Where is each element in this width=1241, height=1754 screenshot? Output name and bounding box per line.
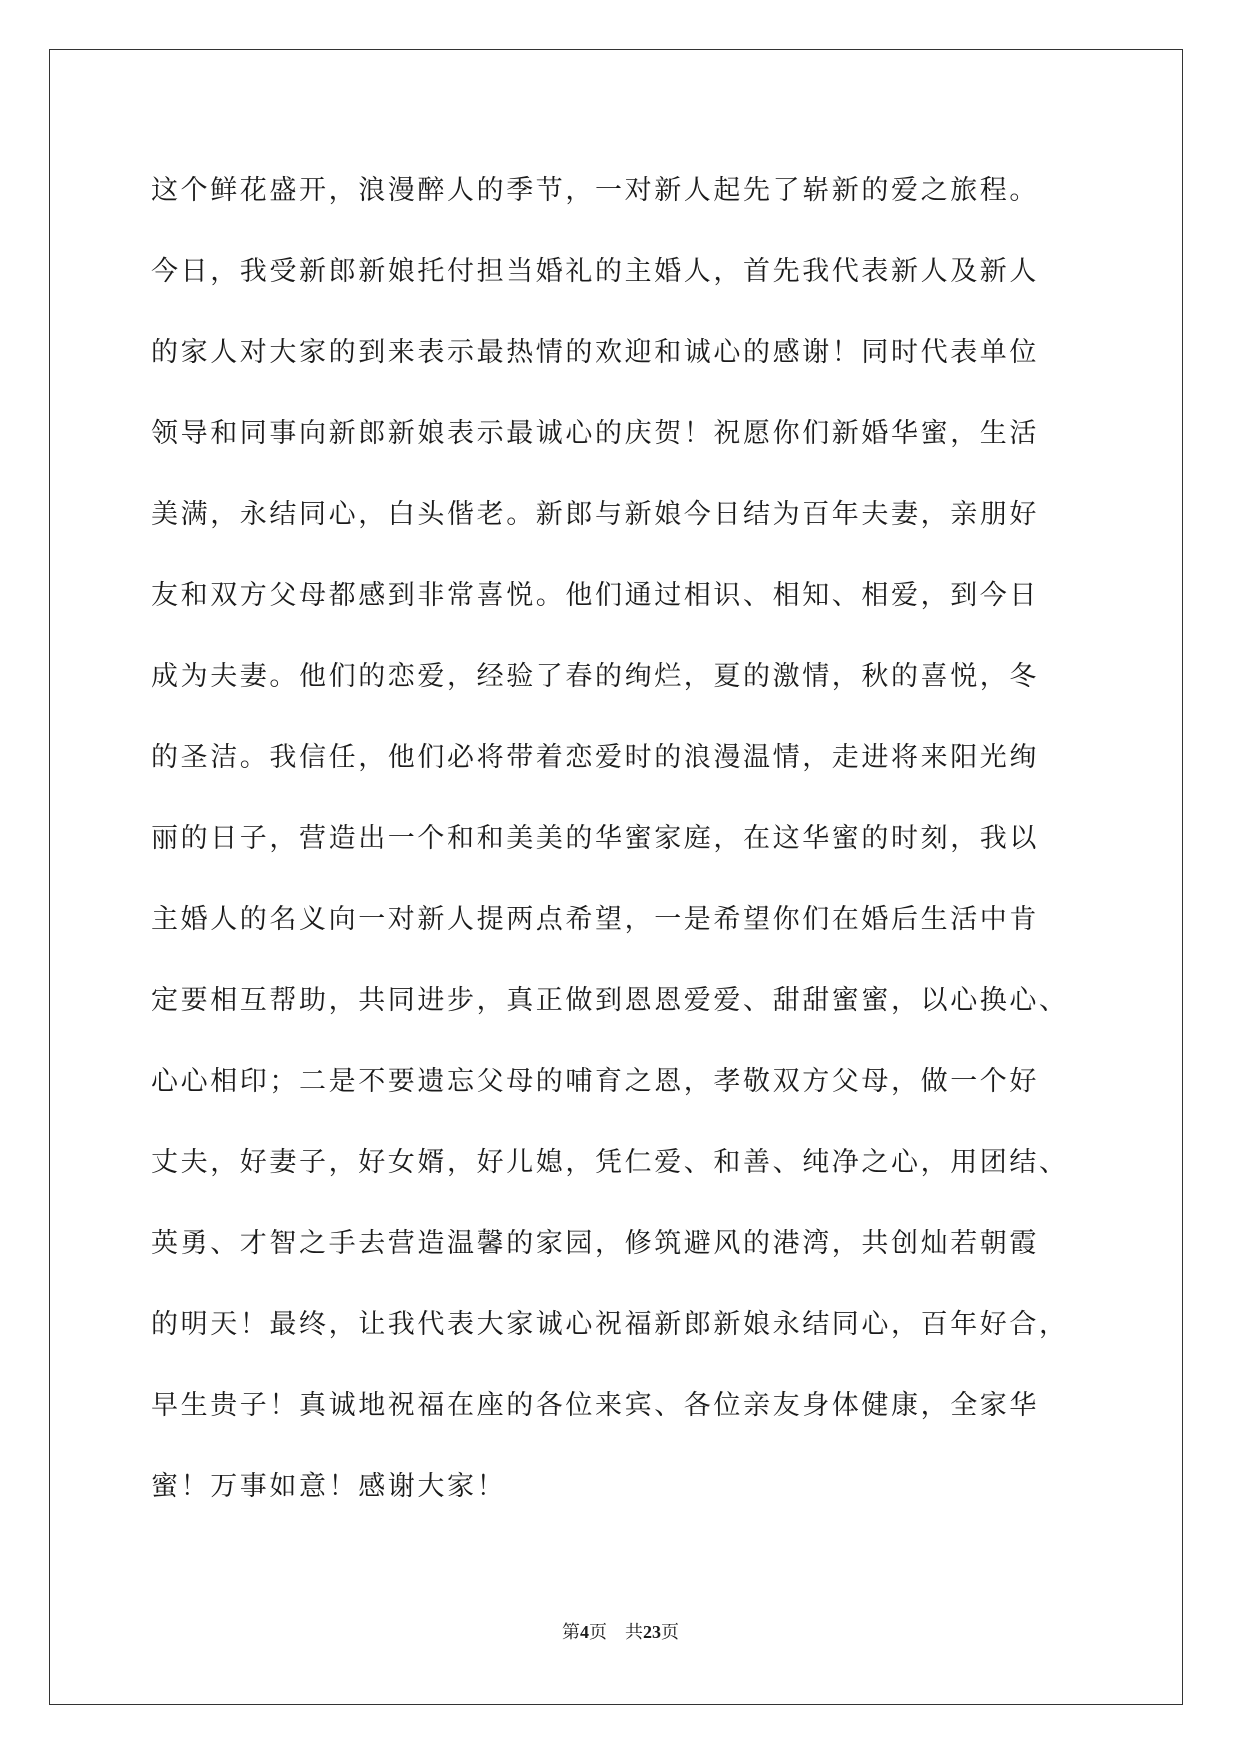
page-prefix: 第 <box>562 1622 580 1643</box>
text-line-12: 心心相印；二是不要遗忘父母的哺育之恩，孝敬双方父母，做一个好 <box>151 1066 1039 1097</box>
page-footer <box>0 1618 1241 1644</box>
text-line-17: 蜜！万事如意！感谢大家！ <box>151 1471 507 1502</box>
total-suffix: 页 <box>661 1622 679 1643</box>
text-line-6: 友和双方父母都感到非常喜悦。他们通过相识、相知、相爱，到今日 <box>151 580 1039 611</box>
text-line-8: 的圣洁。我信任，他们必将带着恋爱时的浪漫温情，走进将来阳光绚 <box>151 742 1039 773</box>
text-line-13: 丈夫，好妻子，好女婿，好儿媳，凭仁爱、和善、纯净之心，用团结、 <box>151 1147 1069 1178</box>
text-line-10: 主婚人的名义向一对新人提两点希望，一是希望你们在婚后生活中肯 <box>151 904 1039 935</box>
text-line-3: 的家人对大家的到来表示最热情的欢迎和诚心的感谢！同时代表单位 <box>151 337 1039 368</box>
text-line-5: 美满，永结同心，白头偕老。新郎与新娘今日结为百年夫妻，亲朋好 <box>151 499 1039 530</box>
text-line-2: 今日，我受新郎新娘托付担当婚礼的主婚人，首先我代表新人及新人 <box>151 256 1039 287</box>
text-line-7: 成为夫妻。他们的恋爱，经验了春的绚烂，夏的激情，秋的喜悦，冬 <box>151 661 1039 692</box>
total-prefix: 共 <box>625 1622 643 1643</box>
text-line-15: 的明天！最终，让我代表大家诚心祝福新郎新娘永结同心，百年好合， <box>151 1309 1069 1340</box>
text-line-9: 丽的日子，营造出一个和和美美的华蜜家庭，在这华蜜的时刻，我以 <box>151 823 1039 854</box>
text-line-1: 这个鲜花盛开，浪漫醉人的季节，一对新人起先了崭新的爱之旅程。 <box>151 175 1039 206</box>
document-body <box>151 160 1091 1537</box>
page-suffix: 页 <box>589 1622 607 1643</box>
total-pages: 23 <box>643 1622 661 1642</box>
text-line-14: 英勇、才智之手去营造温馨的家园，修筑避风的港湾，共创灿若朝霞 <box>151 1228 1039 1259</box>
text-line-16: 早生贵子！真诚地祝福在座的各位来宾、各位亲友身体健康，全家华 <box>151 1390 1039 1421</box>
text-line-4: 领导和同事向新郎新娘表示最诚心的庆贺！祝愿你们新婚华蜜，生活 <box>151 418 1039 449</box>
text-line-11: 定要相互帮助，共同进步，真正做到恩恩爱爱、甜甜蜜蜜，以心换心、 <box>151 985 1069 1016</box>
page-number: 4 <box>580 1622 589 1642</box>
